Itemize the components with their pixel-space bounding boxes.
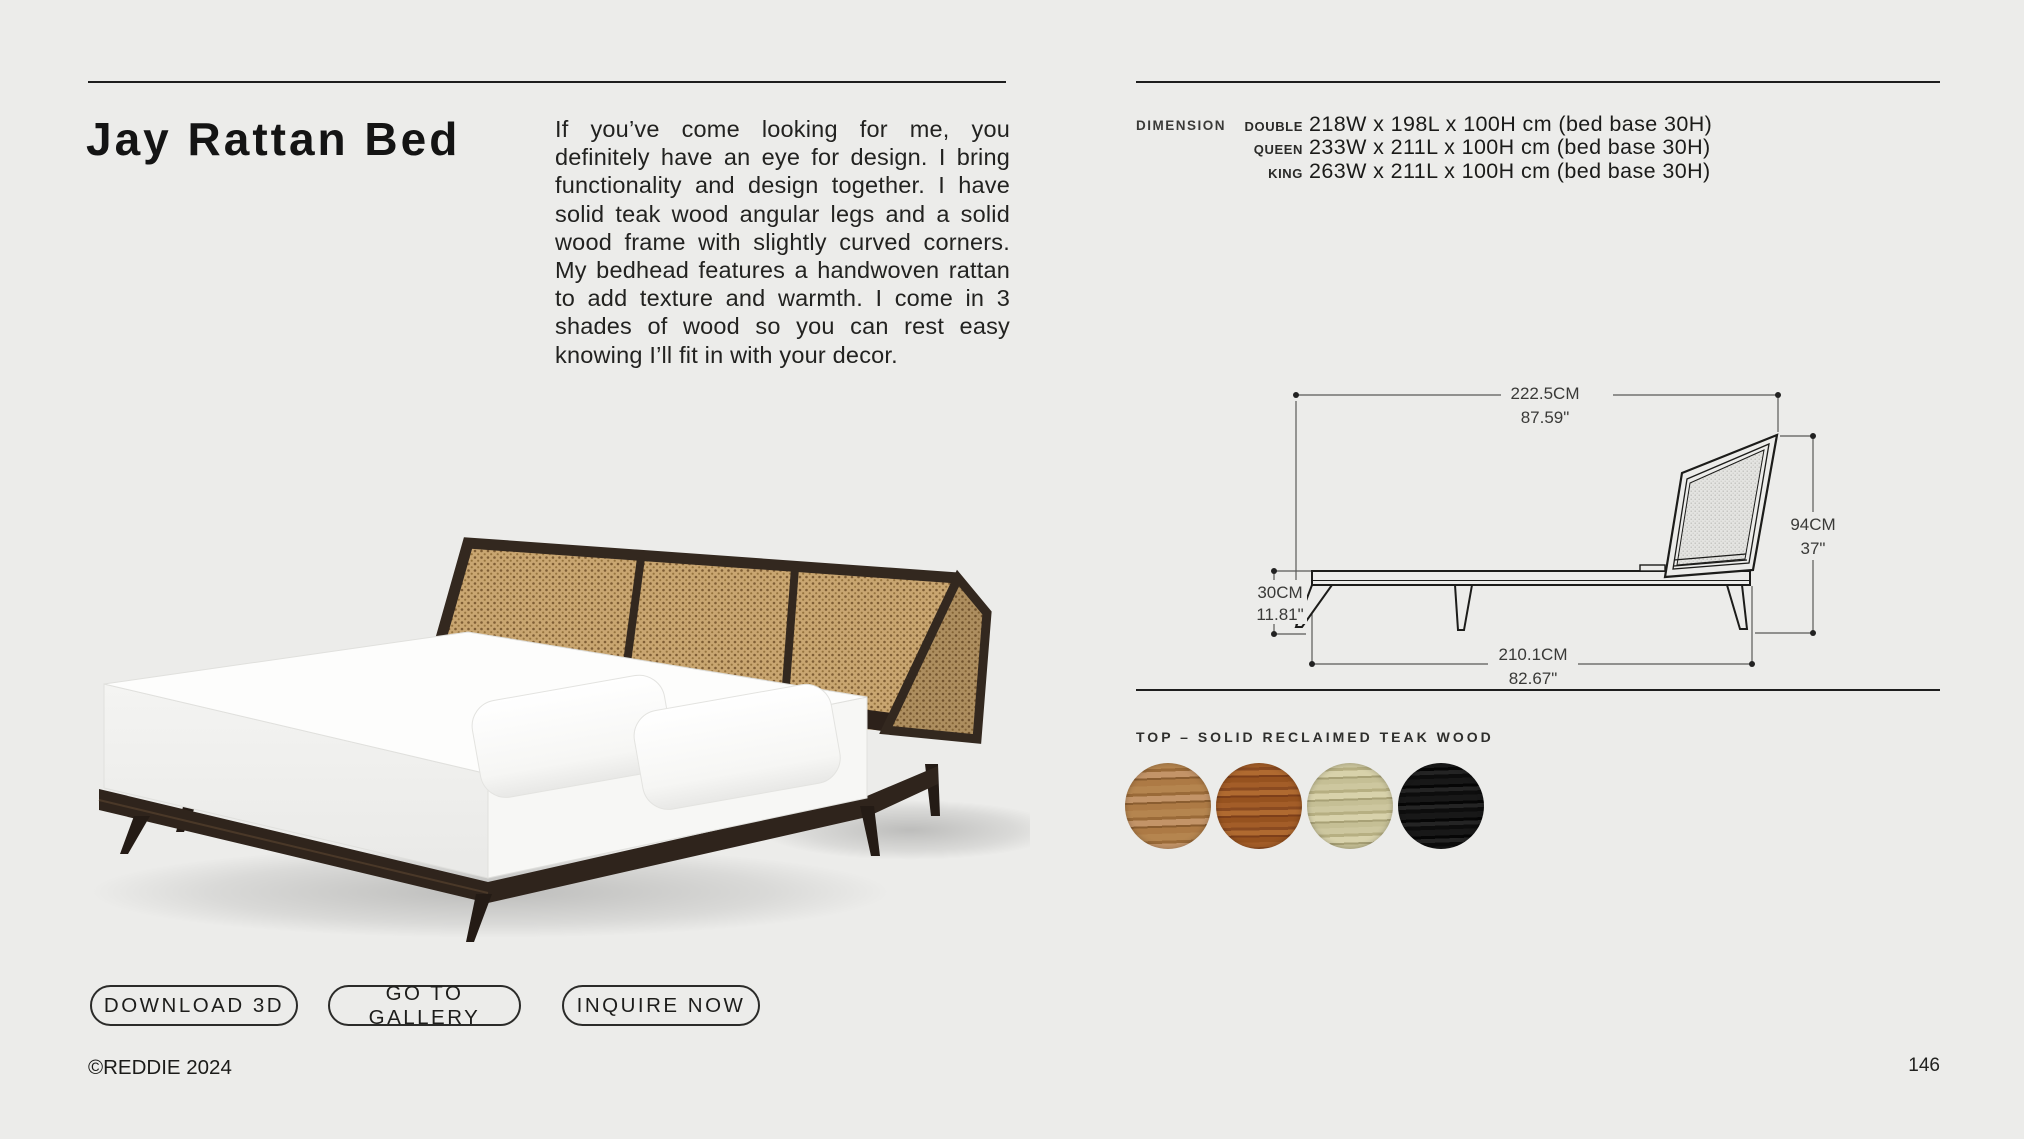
- page-number: 146: [1908, 1055, 1940, 1076]
- dimension-size-label: KING: [1268, 165, 1303, 181]
- table-row: [1180, 135, 1712, 158]
- header-rule-left: [88, 81, 1006, 83]
- dimension-size-label: QUEEN: [1253, 142, 1303, 158]
- table-row: [1180, 159, 1712, 182]
- base-length-in: 82.67": [1508, 669, 1558, 688]
- wood-swatch-dark-teak: [1216, 763, 1302, 849]
- section-divider-rule: [1136, 689, 1940, 691]
- page-title: Jay Rattan Bed: [86, 113, 461, 165]
- dimension-value: 218W x 198L x 100H cm (bed base 30H): [1309, 112, 1713, 136]
- copyright-text: ©REDDIE 2024: [88, 1056, 232, 1079]
- dimension-value: 263W x 211L x 100H cm (bed base 30H): [1309, 158, 1711, 183]
- dimension-size-label: DOUBLE: [1244, 119, 1303, 134]
- bed-profile: [1296, 435, 1777, 630]
- wood-swatch-black-teak: [1398, 763, 1484, 849]
- base-height-cm: 30CM: [1257, 583, 1303, 602]
- technical-drawing: [1250, 370, 1950, 700]
- wood-swatch-light-teak: [1307, 763, 1393, 849]
- dimension-value: 233W x 211L x 100H cm (bed base 30H): [1309, 135, 1711, 160]
- dimension-table: [1180, 112, 1712, 182]
- base-height-in: 11.81": [1256, 605, 1304, 624]
- download-3d-button[interactable]: DOWNLOAD 3D: [90, 985, 298, 1026]
- headboard-height-cm: 94CM: [1790, 515, 1836, 534]
- dimension-section-label: DIMENSION: [1136, 118, 1227, 133]
- base-length-cm: 210.1CM: [1498, 645, 1568, 664]
- total-width-in: 87.59": [1520, 408, 1570, 427]
- table-row: [1180, 112, 1712, 135]
- total-width-cm: 222.5CM: [1510, 384, 1580, 403]
- go-to-gallery-button[interactable]: GO TO GALLERY: [328, 985, 521, 1026]
- product-description: If you’ve come looking for me, you definitely have an eye for design. I bring functionality and design together. I have solid teak wood angular legs and a solid wood frame with slightly curved corners. My bedhead features a handwoven rattan to add texture and warmth. I come in 3 shades of wood so you can rest easy knowing I’ll fit in with your decor.: [555, 116, 1010, 368]
- bed-render-image: [70, 510, 1030, 950]
- wood-swatch-natural-teak: [1125, 763, 1211, 849]
- header-rule-right: [1136, 81, 1940, 83]
- materials-section-label: TOP – SOLID RECLAIMED TEAK WOOD: [1136, 729, 1494, 745]
- headboard-height-in: 37": [1800, 539, 1826, 558]
- inquire-now-button[interactable]: INQUIRE NOW: [562, 985, 760, 1026]
